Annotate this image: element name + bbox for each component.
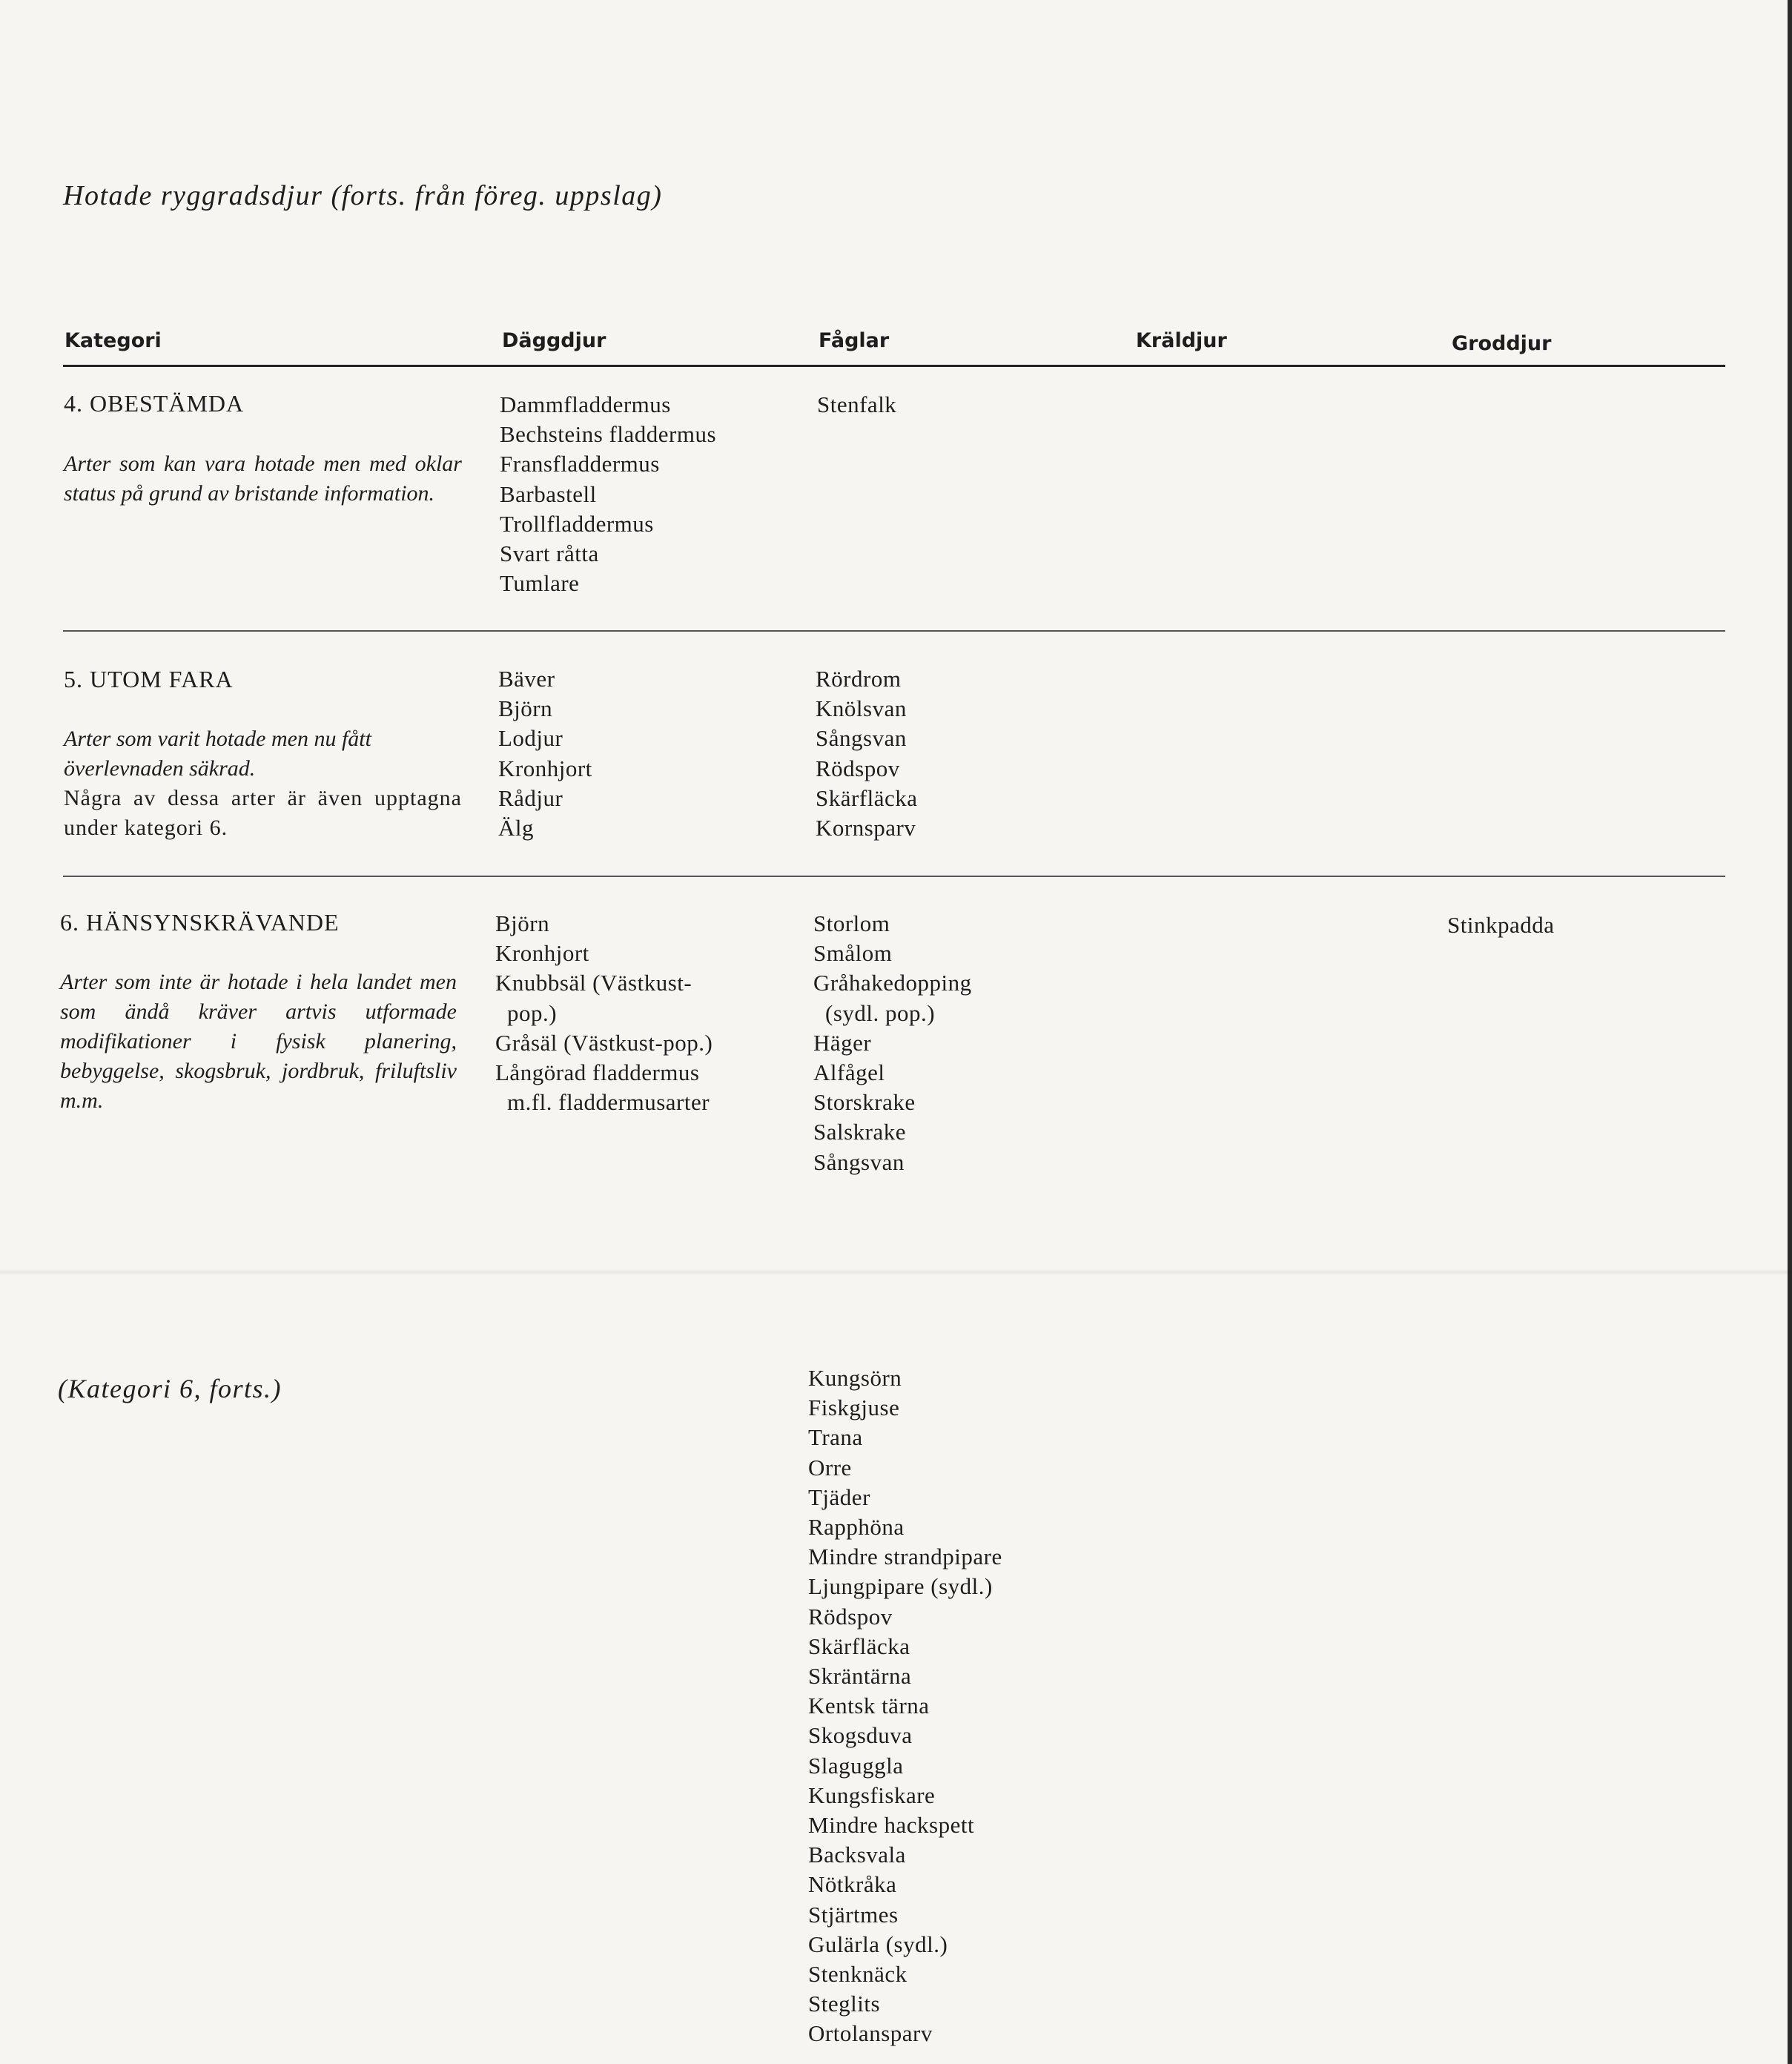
list-item: Salskrake xyxy=(813,1119,907,1145)
list-item: Orre xyxy=(808,1454,852,1481)
list-item: Trollfladdermus xyxy=(500,510,654,537)
column-header-kategori: Kategori xyxy=(65,329,162,352)
list-item: Alfågel xyxy=(813,1059,885,1086)
category-4-mammals xyxy=(500,390,716,598)
list-item: Häger xyxy=(813,1029,872,1056)
list-item: Ljungpipare (sydl.) xyxy=(808,1573,993,1600)
list-item: Älg xyxy=(498,815,534,841)
column-header-faglar: Fåglar xyxy=(819,329,890,352)
list-item: Skärfläcka xyxy=(808,1633,910,1659)
list-item: Mindre hackspett xyxy=(808,1812,975,1839)
list-item: Trana xyxy=(808,1424,863,1451)
list-item: Skogsduva xyxy=(808,1722,913,1749)
page-edge xyxy=(1788,0,1792,2064)
list-item: Tjäder xyxy=(808,1484,870,1510)
list-item: Kungsörn xyxy=(808,1365,902,1391)
list-item: Björn xyxy=(495,910,550,936)
list-item: Skräntärna xyxy=(808,1663,912,1690)
list-item: (sydl. pop.) xyxy=(825,999,936,1026)
column-header-kraldjur: Kräldjur xyxy=(1136,329,1227,352)
list-item: Rapphöna xyxy=(808,1514,905,1541)
list-item: Kentsk tärna xyxy=(808,1693,930,1719)
category-6-title: 6. HÄNSYNSKRÄVANDE xyxy=(60,909,340,936)
list-item: Fransfladdermus xyxy=(500,451,660,477)
list-item: Gråhakedopping xyxy=(813,970,972,996)
list-item: Kronhjort xyxy=(495,940,589,967)
list-item: Tumlare xyxy=(500,570,580,597)
list-item: Björn xyxy=(498,695,553,722)
list-item: m.fl. fladdermusarter xyxy=(507,1089,710,1116)
category-6-mammals xyxy=(495,909,712,1117)
list-item: Dammfladdermus xyxy=(500,391,671,417)
category-4-title: 4. OBESTÄMDA xyxy=(64,390,245,417)
page-title: Hotade ryggradsdjur (forts. från föreg. uppslag) xyxy=(63,180,663,211)
column-header-daggdjur: Däggdjur xyxy=(502,329,606,352)
list-item: Långörad fladdermus xyxy=(495,1059,700,1086)
list-item: Stjärtmes xyxy=(808,1901,899,1928)
category-6-birds xyxy=(813,909,972,1177)
separator-rule xyxy=(63,876,1725,877)
list-item: Kungsfiskare xyxy=(808,1782,936,1808)
list-item: Stinkpadda xyxy=(1447,912,1555,938)
list-item: Skärfläcka xyxy=(816,784,918,811)
continuation-title: (Kategori 6, forts.) xyxy=(58,1374,282,1403)
list-item: Nötkråka xyxy=(808,1871,897,1898)
list-item: Rödspov xyxy=(808,1603,893,1630)
list-item: Ortolansparv xyxy=(808,2020,933,2047)
separator-rule xyxy=(63,630,1725,632)
list-item: Sångsvan xyxy=(816,725,907,752)
list-item: pop.) xyxy=(507,999,558,1026)
list-item: Knölsvan xyxy=(816,695,907,722)
category-5-note: Några av dessa arter är även upptagna under kategori 6. xyxy=(64,786,462,840)
column-header-groddjur: Groddjur xyxy=(1452,332,1552,355)
list-item: Gråsäl (Västkust-pop.) xyxy=(495,1029,713,1056)
list-item: Mindre strandpipare xyxy=(808,1544,1002,1570)
list-item: Rödspov xyxy=(816,755,900,781)
list-item: Stenfalk xyxy=(817,391,897,417)
continuation-birds xyxy=(808,1363,1002,2049)
page-fold xyxy=(0,1269,1792,1275)
category-5-title: 5. UTOM FARA xyxy=(64,666,234,692)
list-item: Stenknäck xyxy=(808,1961,907,1988)
list-item: Knubbsäl (Västkust- xyxy=(495,970,692,996)
list-item: Gulärla (sydl.) xyxy=(808,1931,948,1957)
category-5-description: Arter som varit hotade men nu fått överlevnaden säkrad. xyxy=(64,727,371,781)
list-item: Slaguggla xyxy=(808,1752,904,1779)
category-6-amphibians xyxy=(1447,910,1555,940)
category-5-birds xyxy=(816,664,918,843)
list-item: Steglits xyxy=(808,1991,881,2017)
list-item: Rördrom xyxy=(816,666,902,692)
list-item: Lodjur xyxy=(498,725,563,752)
category-4-birds xyxy=(817,390,896,420)
list-item: Bäver xyxy=(498,666,555,692)
list-item: Svart råtta xyxy=(500,540,599,567)
category-5-mammals xyxy=(498,664,592,843)
list-item: Sångsvan xyxy=(813,1148,905,1175)
category-4-description: Arter som kan vara hotade men med oklar status på grund av bristande information. xyxy=(64,452,462,506)
list-item: Backsvala xyxy=(808,1842,906,1868)
list-item: Smålom xyxy=(813,940,893,967)
list-item: Storskrake xyxy=(813,1089,916,1116)
list-item: Kornsparv xyxy=(816,815,916,841)
list-item: Barbastell xyxy=(500,480,597,507)
list-item: Kronhjort xyxy=(498,755,592,781)
list-item: Storlom xyxy=(813,910,890,936)
category-6-description: Arter som inte är hotade i hela landet men som ändå kräver artvis utformade modifikationer i fysisk planering, bebyggelse, skogsbruk, jordbruk, friluftsliv m.m. xyxy=(60,970,457,1113)
header-rule xyxy=(63,365,1725,367)
list-item: Fiskgjuse xyxy=(808,1395,900,1421)
list-item: Bechsteins fladdermus xyxy=(500,421,717,448)
list-item: Rådjur xyxy=(498,784,563,811)
